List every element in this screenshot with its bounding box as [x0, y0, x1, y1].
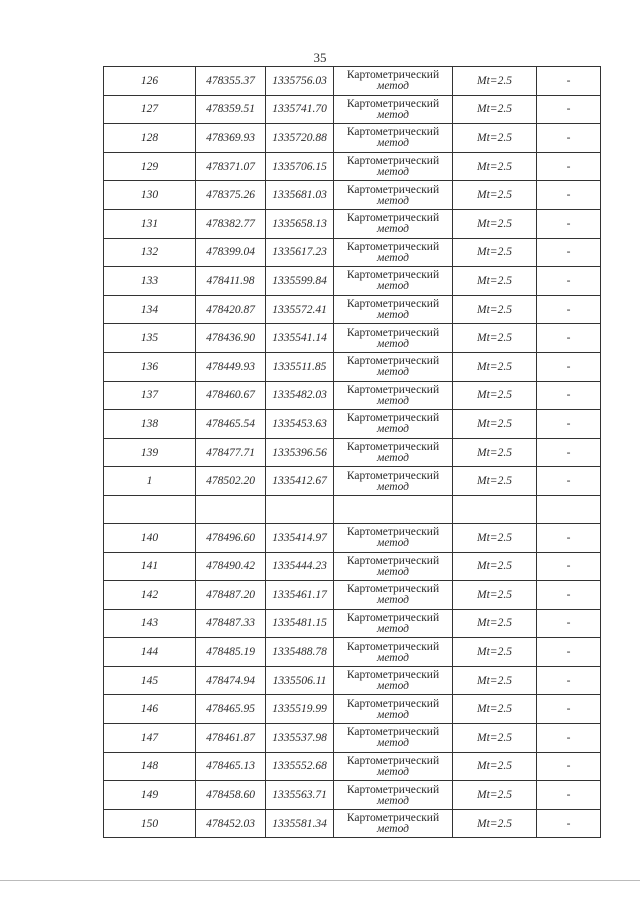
- method-label: Картометрический: [346, 526, 440, 539]
- method-label-suffix: метод: [376, 251, 409, 264]
- point-number-cell: 128: [104, 124, 196, 153]
- x-coordinate-cell: 478436.90: [196, 324, 266, 353]
- x-coordinate-cell: 478474.94: [196, 666, 266, 695]
- method-label: Картометрический: [346, 469, 440, 482]
- method-cell: [334, 724, 453, 753]
- method-cell: [334, 181, 453, 210]
- page-number: 35: [313, 50, 327, 65]
- method-label-suffix: метод: [376, 423, 409, 436]
- method-cell: [334, 467, 453, 496]
- method-label-suffix: метод: [376, 137, 409, 150]
- y-coordinate-cell: 1335412.67: [266, 467, 334, 496]
- accuracy-cell: Mt=2.5: [453, 95, 537, 124]
- point-number-cell: 147: [104, 724, 196, 753]
- method-label: Картометрический: [346, 298, 440, 311]
- y-coordinate-cell: 1335658.13: [266, 209, 334, 238]
- y-coordinate-cell: 1335453.63: [266, 410, 334, 439]
- dash-cell: -: [537, 638, 601, 667]
- table-row: [104, 352, 601, 381]
- method-cell: [334, 209, 453, 238]
- empty-cell: [104, 495, 196, 523]
- method-label: Картометрический: [346, 441, 440, 454]
- accuracy-cell: Mt=2.5: [453, 410, 537, 439]
- method-label: Картометрический: [346, 126, 440, 139]
- x-coordinate-cell: 478490.42: [196, 552, 266, 581]
- method-cell: [334, 781, 453, 810]
- accuracy-cell: Mt=2.5: [453, 724, 537, 753]
- empty-cell: [453, 495, 537, 523]
- x-coordinate-cell: 478458.60: [196, 781, 266, 810]
- method-label-suffix: метод: [376, 366, 409, 379]
- method-label: Картометрический: [346, 812, 440, 825]
- table-row: [104, 467, 601, 496]
- dash-cell: -: [537, 581, 601, 610]
- coordinates-table-body: [104, 67, 601, 838]
- method-cell: [334, 267, 453, 296]
- method-cell: [334, 124, 453, 153]
- method-cell: [334, 324, 453, 353]
- point-number-cell: 137: [104, 381, 196, 410]
- accuracy-cell: Mt=2.5: [453, 552, 537, 581]
- method-label-suffix: метод: [376, 80, 409, 93]
- method-label: Картометрический: [346, 269, 440, 282]
- y-coordinate-cell: 1335706.15: [266, 152, 334, 181]
- y-coordinate-cell: 1335537.98: [266, 724, 334, 753]
- dash-cell: -: [537, 181, 601, 210]
- method-label: Картометрический: [346, 640, 440, 653]
- accuracy-cell: Mt=2.5: [453, 581, 537, 610]
- method-cell: [334, 152, 453, 181]
- x-coordinate-cell: 478485.19: [196, 638, 266, 667]
- dash-cell: -: [537, 666, 601, 695]
- method-label-suffix: метод: [376, 166, 409, 179]
- table-row: [104, 124, 601, 153]
- table-row: [104, 67, 601, 96]
- y-coordinate-cell: 1335552.68: [266, 752, 334, 781]
- method-label: Картометрический: [346, 69, 440, 82]
- point-number-cell: 148: [104, 752, 196, 781]
- accuracy-cell: Mt=2.5: [453, 438, 537, 467]
- x-coordinate-cell: 478371.07: [196, 152, 266, 181]
- method-label: Картометрический: [346, 783, 440, 796]
- y-coordinate-cell: 1335741.70: [266, 95, 334, 124]
- method-label: Картометрический: [346, 754, 440, 767]
- point-number-cell: 136: [104, 352, 196, 381]
- table-row: [104, 695, 601, 724]
- method-label-suffix: метод: [376, 223, 409, 236]
- method-label-suffix: метод: [376, 594, 409, 607]
- table-row: [104, 324, 601, 353]
- method-cell: [334, 410, 453, 439]
- method-label: Картометрический: [346, 240, 440, 253]
- table-row: [104, 267, 601, 296]
- method-label-suffix: метод: [376, 765, 409, 778]
- accuracy-cell: Mt=2.5: [453, 209, 537, 238]
- dash-cell: -: [537, 238, 601, 267]
- x-coordinate-cell: 478452.03: [196, 809, 266, 838]
- y-coordinate-cell: 1335461.17: [266, 581, 334, 610]
- method-cell: [334, 552, 453, 581]
- dash-cell: -: [537, 381, 601, 410]
- y-coordinate-cell: 1335681.03: [266, 181, 334, 210]
- y-coordinate-cell: 1335444.23: [266, 552, 334, 581]
- bottom-rule: [0, 880, 640, 881]
- x-coordinate-cell: 478465.95: [196, 695, 266, 724]
- table-row: [104, 152, 601, 181]
- method-label: Картометрический: [346, 412, 440, 425]
- y-coordinate-cell: 1335541.14: [266, 324, 334, 353]
- method-label-suffix: метод: [376, 309, 409, 322]
- method-cell: [334, 295, 453, 324]
- point-number-cell: 145: [104, 666, 196, 695]
- y-coordinate-cell: 1335756.03: [266, 67, 334, 96]
- x-coordinate-cell: 478465.13: [196, 752, 266, 781]
- point-number-cell: 140: [104, 523, 196, 552]
- point-number-cell: 139: [104, 438, 196, 467]
- table-row: [104, 438, 601, 467]
- table-row: [104, 381, 601, 410]
- table-row: [104, 724, 601, 753]
- x-coordinate-cell: 478355.37: [196, 67, 266, 96]
- point-number-cell: 126: [104, 67, 196, 96]
- dash-cell: -: [537, 609, 601, 638]
- method-label: Картометрический: [346, 355, 440, 368]
- x-coordinate-cell: 478502.20: [196, 467, 266, 496]
- accuracy-cell: Mt=2.5: [453, 324, 537, 353]
- method-cell: [334, 352, 453, 381]
- table-row: [104, 638, 601, 667]
- method-cell: [334, 638, 453, 667]
- x-coordinate-cell: 478369.93: [196, 124, 266, 153]
- method-label: Картометрический: [346, 669, 440, 682]
- x-coordinate-cell: 478477.71: [196, 438, 266, 467]
- accuracy-cell: Mt=2.5: [453, 467, 537, 496]
- empty-cell: [334, 495, 453, 523]
- point-number-cell: 127: [104, 95, 196, 124]
- dash-cell: -: [537, 724, 601, 753]
- dash-cell: -: [537, 410, 601, 439]
- method-label-suffix: метод: [376, 537, 409, 550]
- method-cell: [334, 95, 453, 124]
- x-coordinate-cell: 478420.87: [196, 295, 266, 324]
- accuracy-cell: Mt=2.5: [453, 609, 537, 638]
- x-coordinate-cell: 478411.98: [196, 267, 266, 296]
- table-row: [104, 781, 601, 810]
- accuracy-cell: Mt=2.5: [453, 523, 537, 552]
- method-label: Картометрический: [346, 583, 440, 596]
- point-number-cell: 132: [104, 238, 196, 267]
- coordinates-table: [103, 66, 601, 838]
- table-row: [104, 181, 601, 210]
- method-label: Картометрический: [346, 212, 440, 225]
- table-row: [104, 238, 601, 267]
- y-coordinate-cell: 1335599.84: [266, 267, 334, 296]
- x-coordinate-cell: 478460.67: [196, 381, 266, 410]
- point-number-cell: 150: [104, 809, 196, 838]
- y-coordinate-cell: 1335563.71: [266, 781, 334, 810]
- y-coordinate-cell: 1335482.03: [266, 381, 334, 410]
- x-coordinate-cell: 478449.93: [196, 352, 266, 381]
- method-label: Картометрический: [346, 554, 440, 567]
- point-number-cell: 133: [104, 267, 196, 296]
- method-label-suffix: метод: [376, 280, 409, 293]
- dash-cell: -: [537, 695, 601, 724]
- method-label-suffix: метод: [376, 737, 409, 750]
- dash-cell: -: [537, 324, 601, 353]
- dash-cell: -: [537, 809, 601, 838]
- method-label-suffix: метод: [376, 194, 409, 207]
- dash-cell: -: [537, 781, 601, 810]
- method-label-suffix: метод: [376, 394, 409, 407]
- method-label-suffix: метод: [376, 651, 409, 664]
- method-label: Картометрический: [346, 726, 440, 739]
- method-label-suffix: метод: [376, 565, 409, 578]
- method-cell: [334, 381, 453, 410]
- method-label-suffix: метод: [376, 622, 409, 635]
- accuracy-cell: Mt=2.5: [453, 752, 537, 781]
- point-number-cell: 131: [104, 209, 196, 238]
- accuracy-cell: Mt=2.5: [453, 695, 537, 724]
- x-coordinate-cell: 478487.20: [196, 581, 266, 610]
- method-cell: [334, 581, 453, 610]
- method-cell: [334, 238, 453, 267]
- accuracy-cell: Mt=2.5: [453, 809, 537, 838]
- method-label-suffix: метод: [376, 680, 409, 693]
- method-label: Картометрический: [346, 326, 440, 339]
- method-label: Картометрический: [346, 155, 440, 168]
- x-coordinate-cell: 478487.33: [196, 609, 266, 638]
- method-label-suffix: метод: [376, 337, 409, 350]
- empty-cell: [196, 495, 266, 523]
- accuracy-cell: Mt=2.5: [453, 638, 537, 667]
- point-number-cell: 143: [104, 609, 196, 638]
- table-row: [104, 410, 601, 439]
- method-cell: [334, 666, 453, 695]
- accuracy-cell: Mt=2.5: [453, 181, 537, 210]
- accuracy-cell: Mt=2.5: [453, 267, 537, 296]
- point-number-cell: 1: [104, 467, 196, 496]
- dash-cell: -: [537, 152, 601, 181]
- empty-cell: [266, 495, 334, 523]
- x-coordinate-cell: 478461.87: [196, 724, 266, 753]
- y-coordinate-cell: 1335506.11: [266, 666, 334, 695]
- method-label: Картометрический: [346, 697, 440, 710]
- accuracy-cell: Mt=2.5: [453, 295, 537, 324]
- accuracy-cell: Mt=2.5: [453, 152, 537, 181]
- point-number-cell: 130: [104, 181, 196, 210]
- method-label-suffix: метод: [376, 452, 409, 465]
- point-number-cell: 129: [104, 152, 196, 181]
- y-coordinate-cell: 1335396.56: [266, 438, 334, 467]
- empty-separator-row: [104, 495, 601, 523]
- y-coordinate-cell: 1335511.85: [266, 352, 334, 381]
- method-label-suffix: метод: [376, 108, 409, 121]
- y-coordinate-cell: 1335617.23: [266, 238, 334, 267]
- point-number-cell: 149: [104, 781, 196, 810]
- empty-cell: [537, 495, 601, 523]
- method-cell: [334, 67, 453, 96]
- accuracy-cell: Mt=2.5: [453, 124, 537, 153]
- method-cell: [334, 438, 453, 467]
- method-label: Картометрический: [346, 183, 440, 196]
- point-number-cell: 142: [104, 581, 196, 610]
- method-cell: [334, 523, 453, 552]
- table-row: [104, 95, 601, 124]
- point-number-cell: 134: [104, 295, 196, 324]
- table-row: [104, 295, 601, 324]
- accuracy-cell: Mt=2.5: [453, 67, 537, 96]
- method-cell: [334, 752, 453, 781]
- y-coordinate-cell: 1335572.41: [266, 295, 334, 324]
- dash-cell: -: [537, 124, 601, 153]
- table-row: [104, 809, 601, 838]
- y-coordinate-cell: 1335414.97: [266, 523, 334, 552]
- table-row: [104, 752, 601, 781]
- accuracy-cell: Mt=2.5: [453, 666, 537, 695]
- dash-cell: -: [537, 552, 601, 581]
- method-cell: [334, 809, 453, 838]
- accuracy-cell: Mt=2.5: [453, 381, 537, 410]
- table-row: [104, 581, 601, 610]
- x-coordinate-cell: 478359.51: [196, 95, 266, 124]
- table-row: [104, 666, 601, 695]
- y-coordinate-cell: 1335720.88: [266, 124, 334, 153]
- point-number-cell: 141: [104, 552, 196, 581]
- method-label-suffix: метод: [376, 708, 409, 721]
- point-number-cell: 135: [104, 324, 196, 353]
- dash-cell: -: [537, 467, 601, 496]
- accuracy-cell: Mt=2.5: [453, 781, 537, 810]
- dash-cell: -: [537, 752, 601, 781]
- method-cell: [334, 695, 453, 724]
- accuracy-cell: Mt=2.5: [453, 352, 537, 381]
- dash-cell: -: [537, 523, 601, 552]
- x-coordinate-cell: 478375.26: [196, 181, 266, 210]
- x-coordinate-cell: 478465.54: [196, 410, 266, 439]
- dash-cell: -: [537, 438, 601, 467]
- point-number-cell: 146: [104, 695, 196, 724]
- y-coordinate-cell: 1335481.15: [266, 609, 334, 638]
- table-row: [104, 209, 601, 238]
- x-coordinate-cell: 478399.04: [196, 238, 266, 267]
- table-row: [104, 609, 601, 638]
- method-label: Картометрический: [346, 97, 440, 110]
- y-coordinate-cell: 1335488.78: [266, 638, 334, 667]
- y-coordinate-cell: 1335581.34: [266, 809, 334, 838]
- x-coordinate-cell: 478496.60: [196, 523, 266, 552]
- method-cell: [334, 609, 453, 638]
- method-label-suffix: метод: [376, 794, 409, 807]
- dash-cell: -: [537, 67, 601, 96]
- dash-cell: -: [537, 209, 601, 238]
- point-number-cell: 138: [104, 410, 196, 439]
- method-label-suffix: метод: [376, 480, 409, 493]
- method-label: Картометрический: [346, 383, 440, 396]
- dash-cell: -: [537, 267, 601, 296]
- y-coordinate-cell: 1335519.99: [266, 695, 334, 724]
- dash-cell: -: [537, 295, 601, 324]
- method-label-suffix: метод: [376, 823, 409, 836]
- x-coordinate-cell: 478382.77: [196, 209, 266, 238]
- accuracy-cell: Mt=2.5: [453, 238, 537, 267]
- dash-cell: -: [537, 352, 601, 381]
- point-number-cell: 144: [104, 638, 196, 667]
- table-row: [104, 552, 601, 581]
- dash-cell: -: [537, 95, 601, 124]
- table-row: [104, 523, 601, 552]
- method-label: Картометрический: [346, 611, 440, 624]
